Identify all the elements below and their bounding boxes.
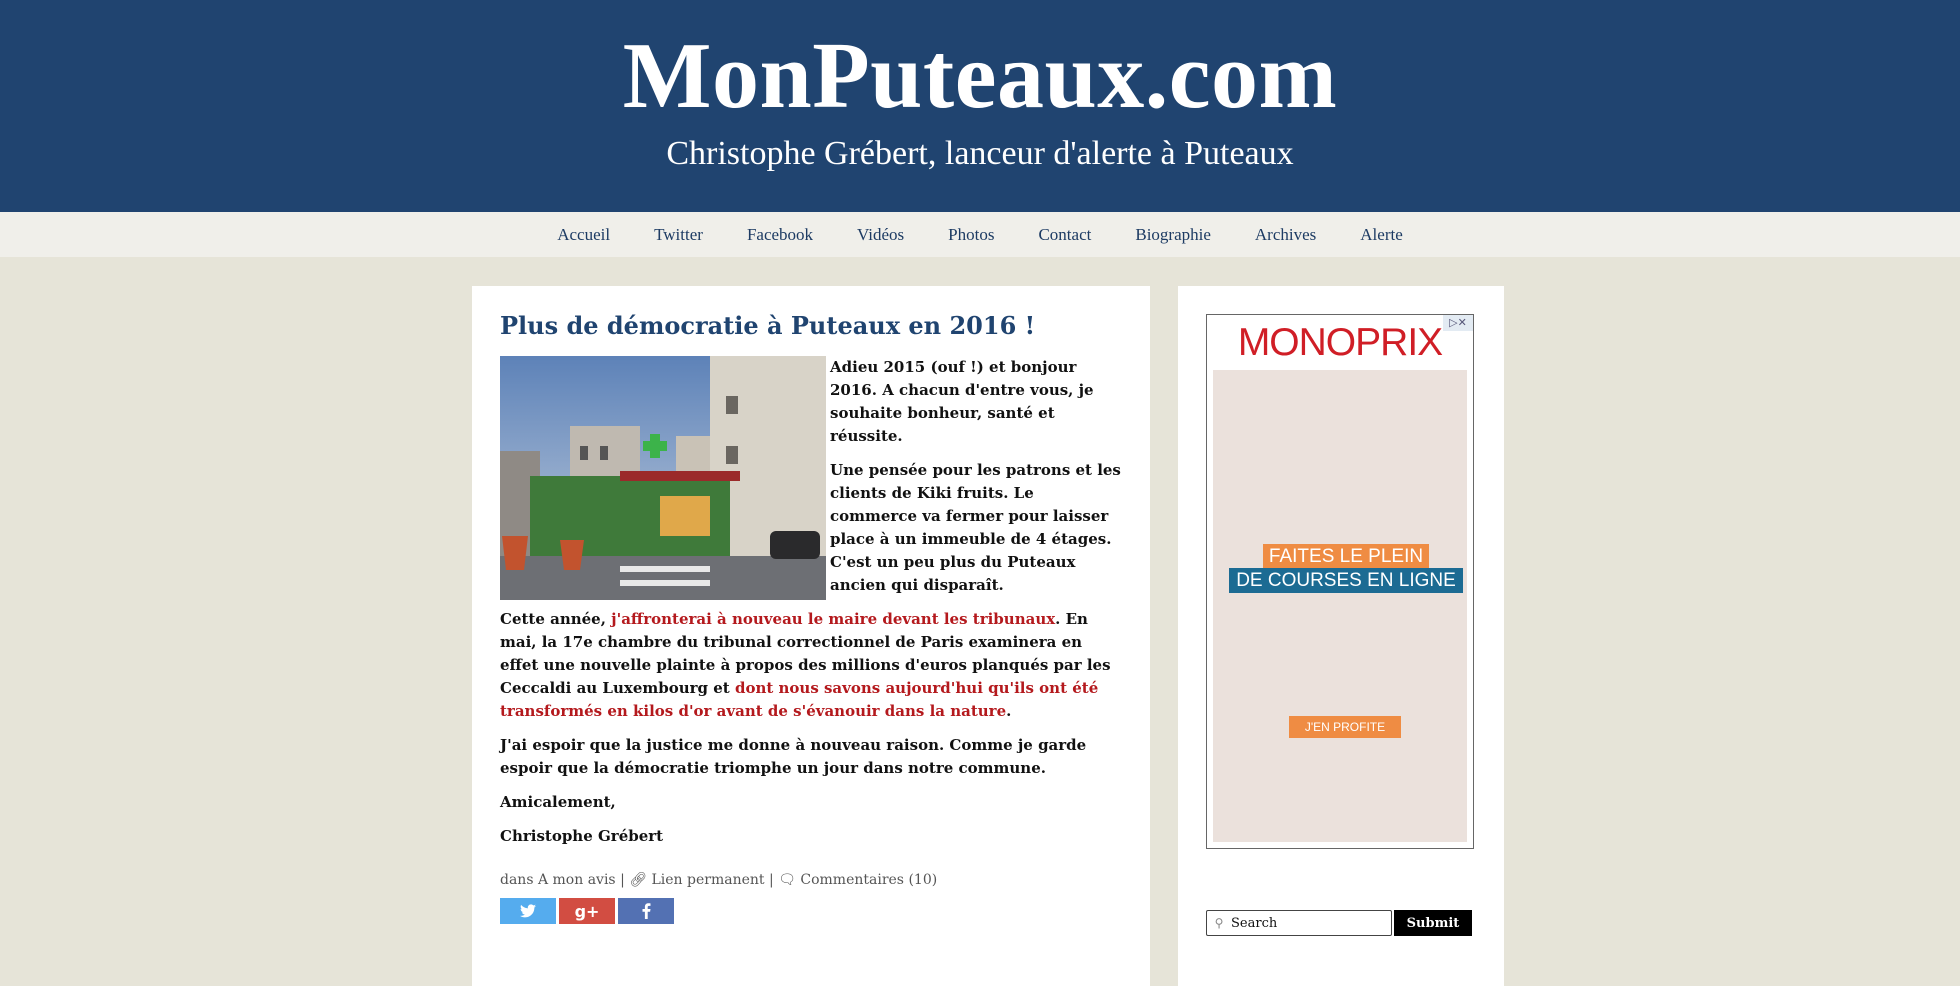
nav-item-biographie[interactable]: Biographie bbox=[1135, 224, 1211, 244]
share-buttons bbox=[500, 898, 1124, 924]
ad-cta-button[interactable]: J'EN PROFITE bbox=[1289, 716, 1401, 738]
main-nav bbox=[0, 212, 1960, 257]
ad-headline-2: DE COURSES EN LIGNE bbox=[1229, 568, 1463, 593]
nav-item-photos[interactable]: Photos bbox=[948, 224, 995, 244]
nav-item-twitter[interactable]: Twitter bbox=[654, 224, 703, 244]
ad-close-icon[interactable]: ▷✕ bbox=[1443, 315, 1473, 331]
paragraph-1: Adieu 2015 (ouf !) et bonjour 2016. A chacun d'entre vous, je souhaite bonheur, santé et réussite. bbox=[830, 358, 1094, 445]
share-facebook-button[interactable] bbox=[618, 898, 674, 924]
search-field[interactable] bbox=[1206, 910, 1392, 936]
nav-item-accueil[interactable]: Accueil bbox=[557, 224, 611, 244]
post-title[interactable]: Plus de démocratie à Puteaux en 2016 ! bbox=[500, 311, 1036, 340]
link-kilos-or[interactable]: dont nous savons aujourd'hui qu'ils ont été transformés en kilos d'or avant de s'évanouir dans la nature bbox=[500, 679, 1099, 720]
search-input[interactable] bbox=[1231, 916, 1381, 931]
submit-button[interactable]: Submit bbox=[1394, 910, 1472, 936]
site-subtitle: Christophe Grébert, lanceur d'alerte à Puteaux bbox=[666, 135, 1294, 172]
link-icon: 🔗︎ bbox=[629, 872, 648, 888]
ad-headline-1: FAITES LE PLEIN bbox=[1263, 544, 1429, 569]
post-photo[interactable] bbox=[500, 356, 826, 600]
share-twitter-button[interactable] bbox=[500, 898, 556, 924]
search-form bbox=[1206, 910, 1472, 936]
facebook-icon bbox=[642, 903, 651, 919]
nav-item-archives[interactable]: Archives bbox=[1254, 224, 1317, 244]
blog-post bbox=[500, 310, 1124, 924]
meta-sep-2: | bbox=[764, 872, 779, 888]
comments-link[interactable]: Commentaires (10) bbox=[800, 872, 938, 888]
post-meta bbox=[500, 872, 1124, 888]
nav-item-alerte[interactable]: Alerte bbox=[1360, 224, 1403, 244]
p3-text-b: . En mai, la 17e chambre du tribunal correctionnel de Paris examinera en effet une nouvelle plainte à propos des millions d'euros planqués par les Ceccaldi au Luxembourg et bbox=[500, 610, 1111, 697]
paragraph-5: Amicalement, bbox=[500, 793, 616, 811]
ad-panel bbox=[1213, 370, 1467, 842]
share-googleplus-button[interactable] bbox=[559, 898, 615, 924]
paragraph-2: Une pensée pour les patrons et les clients de Kiki fruits. Le commerce va fermer pour laisser place à un immeuble de 4 étages. C'est un peu plus du Puteaux ancien qui disparaît. bbox=[830, 461, 1121, 594]
meta-prefix: dans bbox=[500, 872, 538, 888]
sidebar bbox=[1178, 286, 1504, 986]
monoprix-ad[interactable] bbox=[1206, 314, 1474, 849]
street-photo-illustration bbox=[500, 356, 826, 600]
category-link[interactable]: A mon avis bbox=[537, 872, 616, 888]
site-header bbox=[0, 0, 1960, 212]
search-icon: ⚲ bbox=[1214, 916, 1224, 930]
p3-text-a: Cette année, bbox=[500, 610, 612, 628]
comment-icon: 🗨︎ bbox=[778, 872, 796, 888]
post-body bbox=[500, 356, 1124, 848]
nav-item-facebook[interactable]: Facebook bbox=[746, 224, 814, 244]
main-content bbox=[472, 286, 1150, 986]
googleplus-icon: g+ bbox=[574, 901, 600, 921]
site-title[interactable]: MonPuteaux.com bbox=[622, 24, 1338, 128]
ad-brand-logo: MONOPRIX bbox=[1237, 321, 1443, 364]
nav-item-videos[interactable]: Vidéos bbox=[857, 224, 905, 244]
nav-item-contact[interactable]: Contact bbox=[1038, 224, 1092, 244]
link-tribunaux[interactable]: j'affronterai à nouveau le maire devant les tribunaux bbox=[611, 610, 1056, 628]
paragraph-4: J'ai espoir que la justice me donne à nouveau raison. Comme je garde espoir que la démocratie triomphe un jour dans notre commune. bbox=[500, 736, 1087, 777]
paragraph-6: Christophe Grébert bbox=[500, 827, 664, 845]
paragraph-3 bbox=[500, 608, 1124, 723]
permalink-link[interactable]: Lien permanent bbox=[651, 872, 765, 888]
p3-text-c: . bbox=[1006, 702, 1012, 720]
meta-sep-1: | bbox=[615, 872, 630, 888]
twitter-icon bbox=[520, 904, 536, 918]
